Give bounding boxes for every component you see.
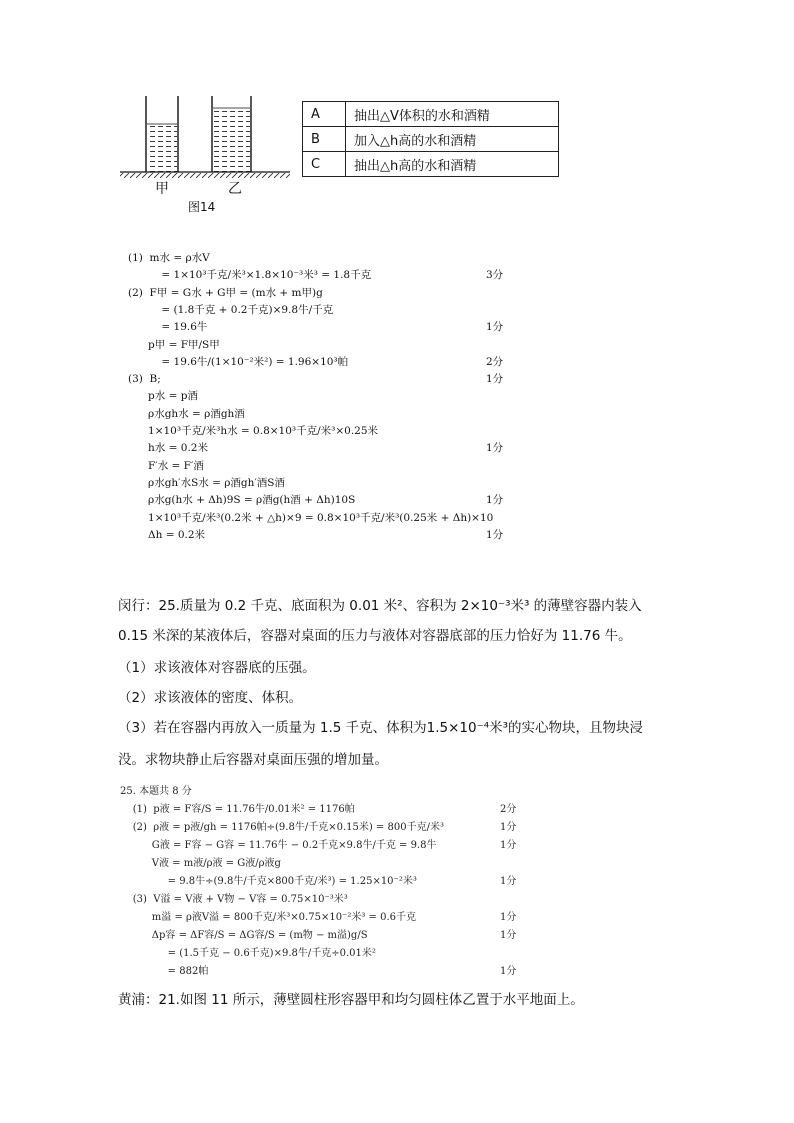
problem-25-line: （3）若在容器内再放入一质量为 1.5 千克、体积为1.5×10⁻⁴米³的实心物块，且物块浸 xyxy=(118,720,644,736)
solution-1-line: = 19.6牛 xyxy=(128,321,208,334)
solution-2-line: V液 = m液/ρ液 = G液/ρ液g xyxy=(120,858,281,869)
score-label: 1分 xyxy=(500,930,517,941)
score-label: 2分 xyxy=(486,355,504,368)
solution-2-line: = (1.5千克 − 0.6千克)×9.8牛/千克÷0.01米² xyxy=(120,948,376,959)
problem-25-line: （1）求该液体对容器底的压强。 xyxy=(118,660,316,676)
solution-2-line: 25. 本题共 8 分 xyxy=(120,786,192,797)
label-yi: 乙 xyxy=(228,181,242,197)
solution-1-line: ρ水gh水 = ρ酒gh酒 xyxy=(128,407,245,420)
option-row-b xyxy=(303,127,559,152)
option-text: 加入△h高的水和酒精 xyxy=(346,127,559,152)
solution-2-line: G液 = F容 − G容 = 11.76牛 − 0.2千克×9.8牛/千克 = 9.8牛 xyxy=(120,840,437,851)
solution-1-line: p甲 = F甲/S甲 xyxy=(128,338,220,351)
score-label: 1分 xyxy=(500,912,517,923)
score-label: 1分 xyxy=(500,876,517,887)
score-label: 1分 xyxy=(500,840,517,851)
option-key: C xyxy=(303,152,346,177)
figure-caption: 图14 xyxy=(188,200,216,214)
score-label: 3分 xyxy=(486,269,504,282)
score-label: 1分 xyxy=(486,442,504,455)
option-key: A xyxy=(303,102,346,127)
solution-2-line: (3) V溢 = V液 + V物 − V容 = 0.75×10⁻³米³ xyxy=(120,894,348,905)
score-label: 1分 xyxy=(486,373,504,386)
score-label: 1分 xyxy=(500,822,517,833)
solution-2-line: (2) ρ液 = p液/gh = 1176帕÷(9.8牛/千克×0.15米) = 800千克/米³ xyxy=(120,822,444,833)
solution-1-line: 1×10³千克/米³(0.2米 + △h)×9 = 0.8×10³千克/米³(0.25米 + Δh)×10 xyxy=(128,511,494,524)
solution-1-line: = 1×10³千克/米³×1.8×10⁻³米³ = 1.8千克 xyxy=(128,269,372,282)
option-text: 抽出△V体积的水和酒精 xyxy=(346,102,559,127)
options-table xyxy=(302,101,559,177)
solution-2-line: (1) p液 = F容/S = 11.76牛/0.01米² = 1176帕 xyxy=(120,804,355,815)
label-jia: 甲 xyxy=(155,181,169,197)
problem-25-line: 闵行：25.质量为 0.2 千克、底面积为 0.01 米²、容积为 2×10⁻³米³ 的薄壁容器内装入 xyxy=(118,598,642,614)
problem-25-line: 没。求物块静止后容器对桌面压强的增加量。 xyxy=(118,752,388,768)
water-liquid xyxy=(147,124,177,172)
problem-25-line: （2）求该液体的密度、体积。 xyxy=(118,690,303,706)
figure-14 xyxy=(118,94,293,216)
score-label: 1分 xyxy=(486,494,504,507)
solution-1-line: = 19.6牛/(1×10⁻²米²) = 1.96×10³帕 xyxy=(128,355,349,368)
score-label: 2分 xyxy=(500,804,517,815)
solution-1-line: ρ水g(h水 + Δh)9S = ρ酒g(h酒 + Δh)10S xyxy=(128,494,356,507)
option-row-a xyxy=(303,102,559,127)
solution-1-line: (2) F甲 = G水 + G甲 = (m水 + m甲)g xyxy=(128,286,323,299)
solution-1 xyxy=(128,250,648,545)
solution-1-line: (1) m水 = ρ水V xyxy=(128,252,210,264)
solution-1-line: F′水 = F′酒 xyxy=(128,459,204,472)
solution-1-line: h水 = 0.2米 xyxy=(128,442,208,455)
score-label: 1分 xyxy=(486,528,504,541)
option-text: 抽出△h高的水和酒精 xyxy=(346,152,559,177)
solution-2-line: = 882帕 xyxy=(120,966,209,977)
ground-hatch xyxy=(120,173,290,178)
solution-2-line: = 9.8牛÷(9.8牛/千克×800千克/米³) = 1.25×10⁻²米³ xyxy=(120,876,417,887)
solution-1-line: Δh = 0.2米 xyxy=(128,528,206,541)
solution-2-line: Δp容 = ΔF容/S = ΔG容/S = (m物 − m溢)g/S xyxy=(120,930,368,941)
problem-25-line: 0.15 米深的某液体后，容器对桌面的压力与液体对容器底部的压力恰好为 11.76 牛。 xyxy=(118,628,632,644)
huangpu-problem-line: 黄浦：21.如图 11 所示，薄壁圆柱形容器甲和均匀圆柱体乙置于水平地面上。 xyxy=(118,992,584,1008)
solution-1-line: ρ水gh′水S水 = ρ酒gh′酒S酒 xyxy=(128,476,285,489)
solution-1-line: (3) B; xyxy=(128,373,161,386)
solution-1-line: p水 = p酒 xyxy=(128,390,198,403)
solution-2-line: m溢 = ρ液V溢 = 800千克/米³×0.75×10⁻²米³ = 0.6千克 xyxy=(120,912,416,923)
option-key: B xyxy=(303,127,346,152)
solution-1-line: = (1.8千克 + 0.2千克)×9.8牛/千克 xyxy=(128,303,334,316)
score-label: 1分 xyxy=(486,321,504,334)
score-label: 1分 xyxy=(500,966,517,977)
alcohol-liquid xyxy=(213,108,250,172)
option-row-c xyxy=(303,152,559,177)
solution-1-line: 1×10³千克/米³h水 = 0.8×10³千克/米³×0.25米 xyxy=(128,425,379,437)
